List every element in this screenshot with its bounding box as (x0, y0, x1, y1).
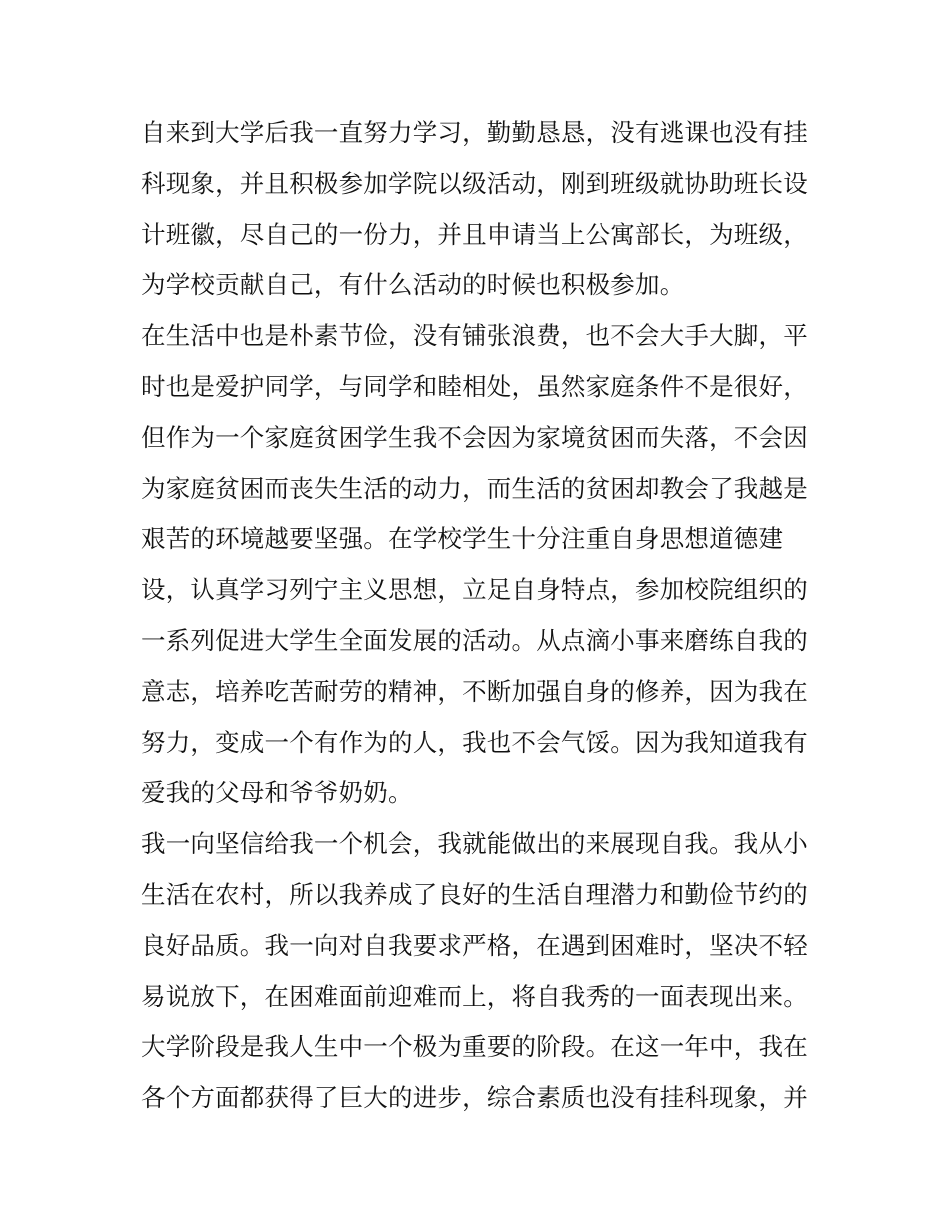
text-line: 科现象，并且积极参加学院以级活动，刚到班级就协助班长设 (141, 168, 808, 198)
text-line: 生活在农村，所以我养成了良好的生活自理潜力和勤俭节约的 (141, 879, 808, 909)
text-line: 为学校贡献自己，有什么活动的时候也积极参加。 (141, 270, 685, 300)
text-line: 大学阶段是我人生中一个极为重要的阶段。在这一年中，我在 (141, 1032, 808, 1062)
text-line: 自来到大学后我一直努力学习，勤勤恳恳，没有逃课也没有挂 (141, 118, 808, 147)
text-line: 艰苦的环境越要坚强。在学校学生十分注重自身思想道德建 (141, 524, 784, 554)
text-line: 努力，变成一个有作为的人，我也不会气馁。因为我知道我有 (141, 727, 808, 757)
text-line: 时也是爱护同学，与同学和睦相处，虽然家庭条件不是很好， (141, 371, 808, 401)
text-line: 各个方面都获得了巨大的进步，综合素质也没有挂科现象，并 (141, 1083, 808, 1113)
document-body (141, 108, 821, 1124)
text-line: 但作为一个家庭贫困学生我不会因为家境贫困而失落，不会因 (141, 422, 808, 452)
text-line: 爱我的父母和爷爷奶奶。 (141, 778, 413, 808)
text-line: 一系列促进大学生全面发展的活动。从点滴小事来磨练自我的 (141, 625, 808, 655)
text-line: 我一向坚信给我一个机会，我就能做出的来展现自我。我从小 (141, 829, 808, 859)
text-line: 在生活中也是朴素节俭，没有铺张浪费，也不会大手大脚，平 (141, 321, 808, 351)
text-line: 良好品质。我一向对自我要求严格，在遇到困难时，坚决不轻 (141, 930, 808, 960)
text-line: 意志，培养吃苦耐劳的精神，不断加强自身的修养，因为我在 (141, 676, 808, 706)
text-line: 为家庭贫困而丧失生活的动力，而生活的贫困却教会了我越是 (141, 473, 808, 503)
text-line: 易说放下，在困难面前迎难而上，将自我秀的一面表现出来。 (141, 981, 808, 1011)
text-line: 计班徽，尽自己的一份力，并且申请当上公寓部长，为班级， (141, 219, 808, 249)
text-line: 设，认真学习列宁主义思想，立足自身特点，参加校院组织的 (141, 575, 808, 605)
